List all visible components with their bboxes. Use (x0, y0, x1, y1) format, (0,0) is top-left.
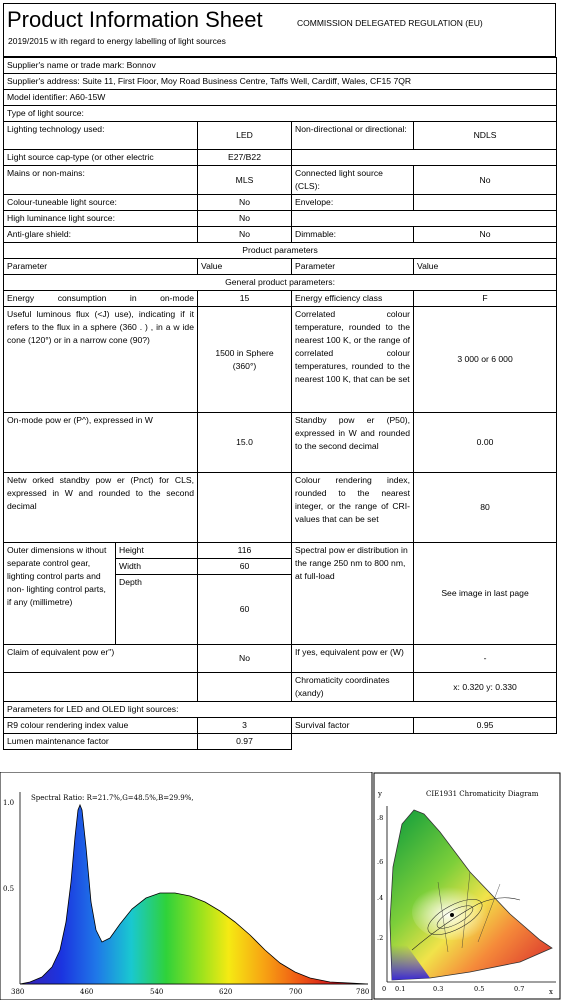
chromaticity-label: Chromaticity coordinates (xandy) (292, 673, 414, 702)
cri-label: Colour rendering index, rounded to the nearest integer, or the range of CRI-values that can be set (292, 473, 414, 543)
r9-value: 3 (198, 718, 292, 734)
dimmable-label: Dimmable: (292, 227, 414, 243)
sheet-title: Product Information Sheet (7, 7, 263, 32)
col-parameter-1: Parameter (4, 259, 198, 275)
cie-x-tick-01: 0.1 (395, 985, 406, 993)
directional-value: NDLS (414, 122, 557, 150)
height-label: Height (116, 543, 198, 559)
col-value-2: Value (414, 259, 557, 275)
cap-type-blank (292, 150, 557, 166)
cie-chart (374, 773, 560, 999)
cie-x-axis-label: x (549, 988, 553, 996)
survival-label: Survival factor (292, 718, 414, 734)
cie-x-tick-03: 0.3 (433, 985, 444, 993)
networked-standby-value (198, 473, 292, 543)
spectrum-x-tick-380: 380 (11, 988, 25, 996)
outer-dimensions-label: Outer dimensions w ithout separate control gear, lighting control parts and non- lighting control parts, if any (millimetre) (4, 543, 116, 645)
spectrum-x-tick-540: 540 (150, 988, 164, 996)
spectral-value: See image in last page (414, 543, 557, 645)
light-source-type-label: Type of light source: (4, 106, 557, 122)
spectrum-x-tick-460: 460 (80, 988, 94, 996)
luminous-flux-value (198, 307, 292, 413)
cie-x-tick-0: 0 (382, 985, 387, 993)
cie-y-tick-04: .4 (377, 894, 384, 902)
cie-y-tick-06: .6 (377, 858, 384, 866)
figures-area (0, 772, 562, 1000)
networked-standby-label: Netw orked standby pow er (Pnct) for CLS, expressed in W and rounded to the second decimal (4, 473, 198, 543)
cie-y-tick-02: .2 (377, 934, 384, 942)
on-mode-power-label: On-mode pow er (P^), expressed in W (4, 413, 198, 473)
claim-label: Claim of equivalent pow er") (4, 645, 198, 673)
mains-label: Mains or non-mains: (4, 166, 198, 195)
energy-consumption-label: Energy consumption in on-mode (4, 291, 198, 307)
chromaticity-value: x: 0.320 y: 0.330 (414, 673, 557, 702)
figures-svg (0, 772, 562, 1000)
cie-title: CIE1931 Chromaticity Diagram (426, 790, 539, 798)
luminous-flux-value-line2: (360°) (232, 360, 257, 371)
lumen-blank (292, 734, 557, 750)
spectrum-y-tick-1: 1.0 (3, 799, 15, 807)
high-luminance-label: High luminance light source: (4, 211, 198, 227)
high-luminance-value: No (198, 211, 292, 227)
mains-value: MLS (198, 166, 292, 195)
cie-point-marker (450, 913, 454, 917)
lighting-technology-label: Lighting technology used: (4, 122, 198, 150)
cie-x-tick-05: 0.5 (474, 985, 485, 993)
sheet-header (3, 3, 556, 57)
regulation-subtitle: 2019/2015 w ith regard to energy labelling of light sources (8, 36, 226, 46)
chroma-blank (4, 673, 198, 702)
depth-label: Depth (116, 575, 198, 645)
spectrum-title: Spectral Ratio: R=21.7%,G=48.5%,B=29.9%, (31, 794, 194, 802)
product-parameters-title: Product parameters (4, 243, 557, 259)
lighting-technology-value: LED (198, 122, 292, 150)
cie-x-tick-07: 0.7 (514, 985, 525, 993)
standby-power-label: Standby pow er (P50), expressed in W and rounded to the second decimal (292, 413, 414, 473)
width-label: Width (116, 559, 198, 575)
spectrum-x-tick-700: 700 (289, 988, 303, 996)
cie-y-axis-label: y (378, 790, 382, 798)
lumen-maintenance-label: Lumen maintenance factor (4, 734, 198, 750)
supplier-address: Supplier's address: Suite 11, First Floor, Moy Road Business Centre, Taffs Well, Cardiff, Wales, CF15 7QR (4, 74, 557, 90)
product-info-table (3, 57, 557, 750)
supplier-name: Supplier's name or trade mark: Bonnov (4, 58, 557, 74)
claim-value: No (198, 645, 292, 673)
cap-type-label: Light source cap-type (or other electric (4, 150, 198, 166)
luminous-flux-value-line1: 1500 in Sphere (215, 347, 274, 358)
cct-value: 3 000 or 6 000 (414, 307, 557, 413)
width-value: 60 (198, 559, 292, 575)
connected-value: No (414, 166, 557, 195)
cap-type-value: E27/B22 (198, 150, 292, 166)
equiv-power-value: - (414, 645, 557, 673)
energy-consumption-value: 15 (198, 291, 292, 307)
colour-tuneable-label: Colour-tuneable light source: (4, 195, 198, 211)
colour-tuneable-value: No (198, 195, 292, 211)
depth-value: 60 (198, 575, 292, 645)
envelope-label: Envelope: (292, 195, 414, 211)
cie-y-tick-08: .8 (377, 814, 384, 822)
spectrum-chart (0, 772, 372, 1000)
chroma-blank-value (198, 673, 292, 702)
spectral-label: Spectral pow er distribution in the range 250 nm to 800 nm, at full-load (292, 543, 414, 645)
connected-label: Connected light source (CLS): (292, 166, 414, 195)
height-value: 116 (198, 543, 292, 559)
envelope-value (414, 195, 557, 211)
product-information-sheet (3, 3, 556, 750)
spectrum-x-tick-780: 780 (356, 988, 370, 996)
survival-value: 0.95 (414, 718, 557, 734)
anti-glare-value: No (198, 227, 292, 243)
r9-label: R9 colour rendering index value (4, 718, 198, 734)
cct-label: Correlated colour temperature, rounded to the nearest 100 K, or the range of correlated colour temperatures, rounded to the nearest 100 K, that can be set (292, 307, 414, 413)
led-parameters-title: Parameters for LED and OLED light sources: (4, 702, 557, 718)
regulation-label: COMMISSION DELEGATED REGULATION (EU) (297, 18, 483, 28)
dimmable-value: No (414, 227, 557, 243)
energy-class-label: Energy efficiency class (292, 291, 414, 307)
high-luminance-blank (292, 211, 557, 227)
general-parameters-title: General product parameters: (4, 275, 557, 291)
model-identifier: Model identifier: A60-15W (4, 90, 557, 106)
on-mode-power-value: 15.0 (198, 413, 292, 473)
standby-power-value: 0.00 (414, 413, 557, 473)
spectrum-y-tick-2: 0.5 (3, 885, 15, 893)
col-parameter-2: Parameter (292, 259, 414, 275)
luminous-flux-label: Useful luminous flux (<J) use), indicating if it refers to the flux in a sphere (360 . ) , in a w ide cone (120°) or in a narrow cone (90?) (4, 307, 198, 413)
spectrum-x-tick-620: 620 (219, 988, 233, 996)
cri-value: 80 (414, 473, 557, 543)
anti-glare-label: Anti-glare shield: (4, 227, 198, 243)
lumen-maintenance-value: 0.97 (198, 734, 292, 750)
col-value-1: Value (198, 259, 292, 275)
equiv-power-label: If yes, equivalent pow er (W) (292, 645, 414, 673)
energy-class-value: F (414, 291, 557, 307)
directional-label: Non-directional or directional: (292, 122, 414, 150)
